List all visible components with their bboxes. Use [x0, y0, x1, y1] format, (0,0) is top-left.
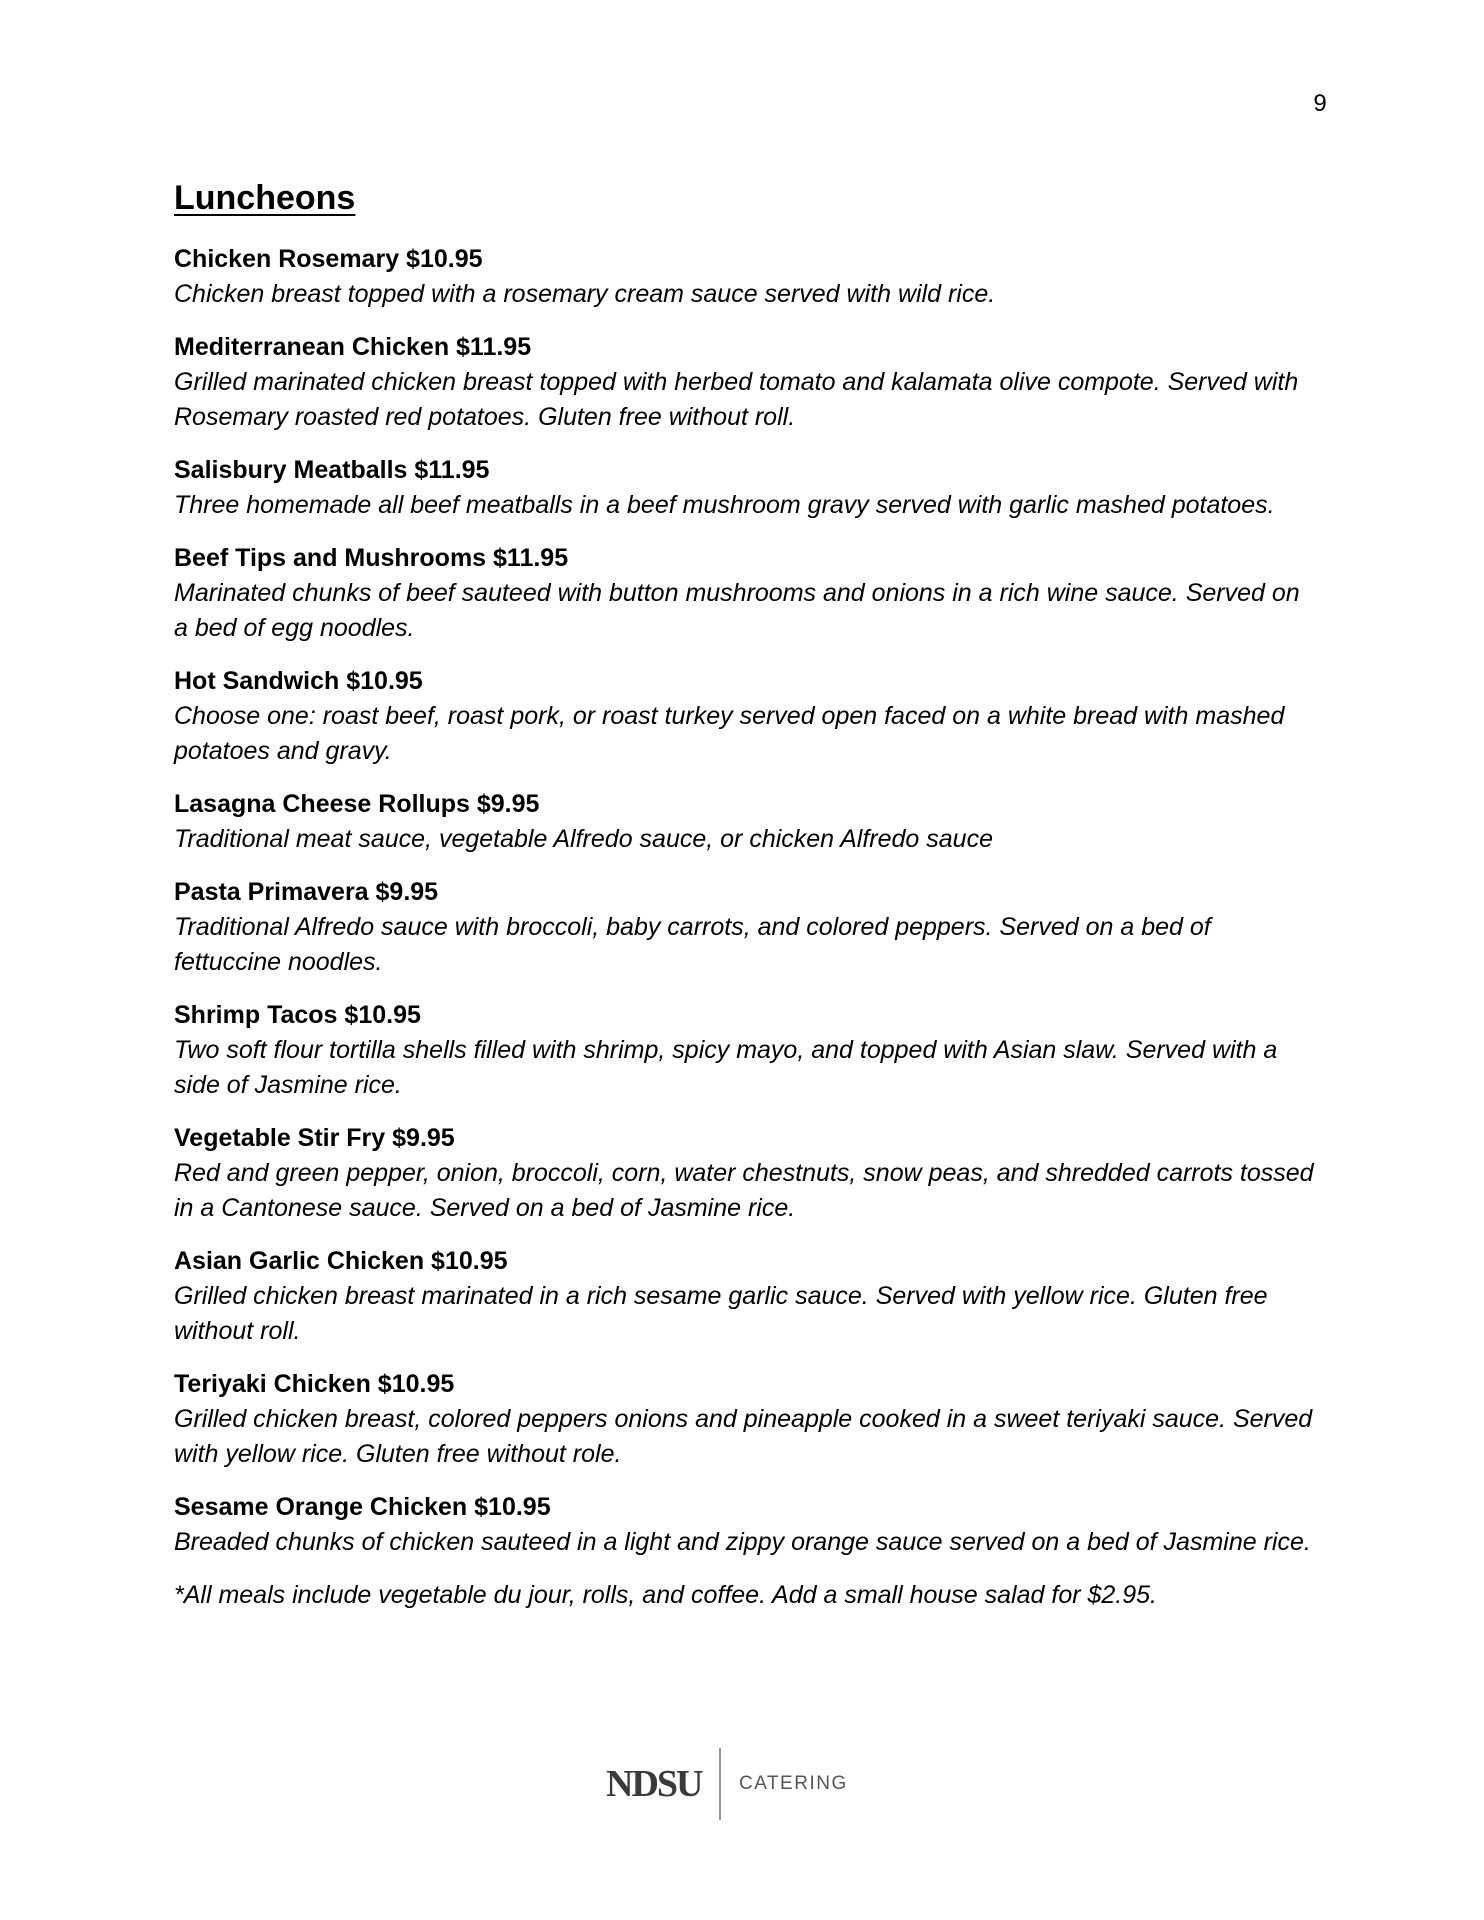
- ndsu-catering-logo: [606, 1748, 848, 1820]
- menu-item: [174, 875, 1314, 980]
- item-description: Grilled chicken breast marinated in a rich sesame garlic sauce. Served with yellow rice. Gluten free without roll.: [174, 1282, 1268, 1345]
- menu-item: [174, 453, 1314, 523]
- menu-item: [174, 1367, 1314, 1472]
- menu-item: [174, 664, 1314, 769]
- item-description: Traditional Alfredo sauce with broccoli, baby carrots, and colored peppers. Served on a bed of fettuccine noodles.: [174, 913, 1211, 976]
- item-name: Pasta Primavera $9.95: [174, 878, 439, 906]
- item-name: Chicken Rosemary $10.95: [174, 245, 483, 273]
- menu-item: [174, 787, 1314, 857]
- item-name: Salisbury Meatballs $11.95: [174, 456, 490, 484]
- item-description: Three homemade all beef meatballs in a beef mushroom gravy served with garlic mashed potatoes.: [174, 491, 1275, 519]
- menu-item: [174, 242, 1314, 312]
- menu-content: [174, 176, 1314, 1613]
- item-description: Traditional meat sauce, vegetable Alfredo sauce, or chicken Alfredo sauce: [174, 825, 993, 853]
- item-name: Vegetable Stir Fry $9.95: [174, 1124, 455, 1152]
- item-description: Chicken breast topped with a rosemary cream sauce served with wild rice.: [174, 280, 996, 308]
- item-description: Grilled chicken breast, colored peppers onions and pineapple cooked in a sweet teriyaki sauce. Served with yellow rice. Gluten free without role.: [174, 1405, 1313, 1468]
- item-description: Breaded chunks of chicken sauteed in a light and zippy orange sauce served on a bed of Jasmine rice.: [174, 1528, 1311, 1556]
- page-number: 9: [1313, 90, 1327, 117]
- menu-item: [174, 541, 1314, 646]
- menu-item: [174, 330, 1314, 435]
- section-title: Luncheons: [174, 179, 356, 217]
- item-name: Lasagna Cheese Rollups $9.95: [174, 790, 540, 818]
- item-description: Marinated chunks of beef sauteed with button mushrooms and onions in a rich wine sauce. Served on a bed of egg noodles.: [174, 579, 1300, 642]
- item-name: Mediterranean Chicken $11.95: [174, 333, 532, 361]
- item-name: Asian Garlic Chicken $10.95: [174, 1247, 508, 1275]
- item-description: Choose one: roast beef, roast pork, or roast turkey served open faced on a white bread with mashed potatoes and gravy.: [174, 702, 1285, 765]
- item-name: Sesame Orange Chicken $10.95: [174, 1493, 551, 1521]
- item-name: Beef Tips and Mushrooms $11.95: [174, 544, 569, 572]
- menu-item: [174, 1490, 1314, 1560]
- menu-item: [174, 998, 1314, 1103]
- item-name: Shrimp Tacos $10.95: [174, 1001, 421, 1029]
- menu-item: [174, 1244, 1314, 1349]
- menu-item: [174, 1121, 1314, 1226]
- item-name: Teriyaki Chicken $10.95: [174, 1370, 455, 1398]
- logo-catering-text: CATERING: [738, 1773, 848, 1794]
- item-name: Hot Sandwich $10.95: [174, 667, 423, 695]
- item-description: Red and green pepper, onion, broccoli, corn, water chestnuts, snow peas, and shredded carrots tossed in a Cantonese sauce. Served on a bed of Jasmine rice.: [174, 1159, 1314, 1222]
- logo-ndsu-text: NDSU: [606, 1763, 702, 1805]
- item-description: Grilled marinated chicken breast topped with herbed tomato and kalamata olive compote. Served with Rosemary roasted red potatoes. Gluten free without roll.: [174, 368, 1299, 431]
- item-description: Two soft flour tortilla shells filled with shrimp, spicy mayo, and topped with Asian slaw. Served with a side of Jasmine rice.: [174, 1036, 1278, 1099]
- footnote: *All meals include vegetable du jour, rolls, and coffee. Add a small house salad for $2.95.: [174, 1581, 1157, 1609]
